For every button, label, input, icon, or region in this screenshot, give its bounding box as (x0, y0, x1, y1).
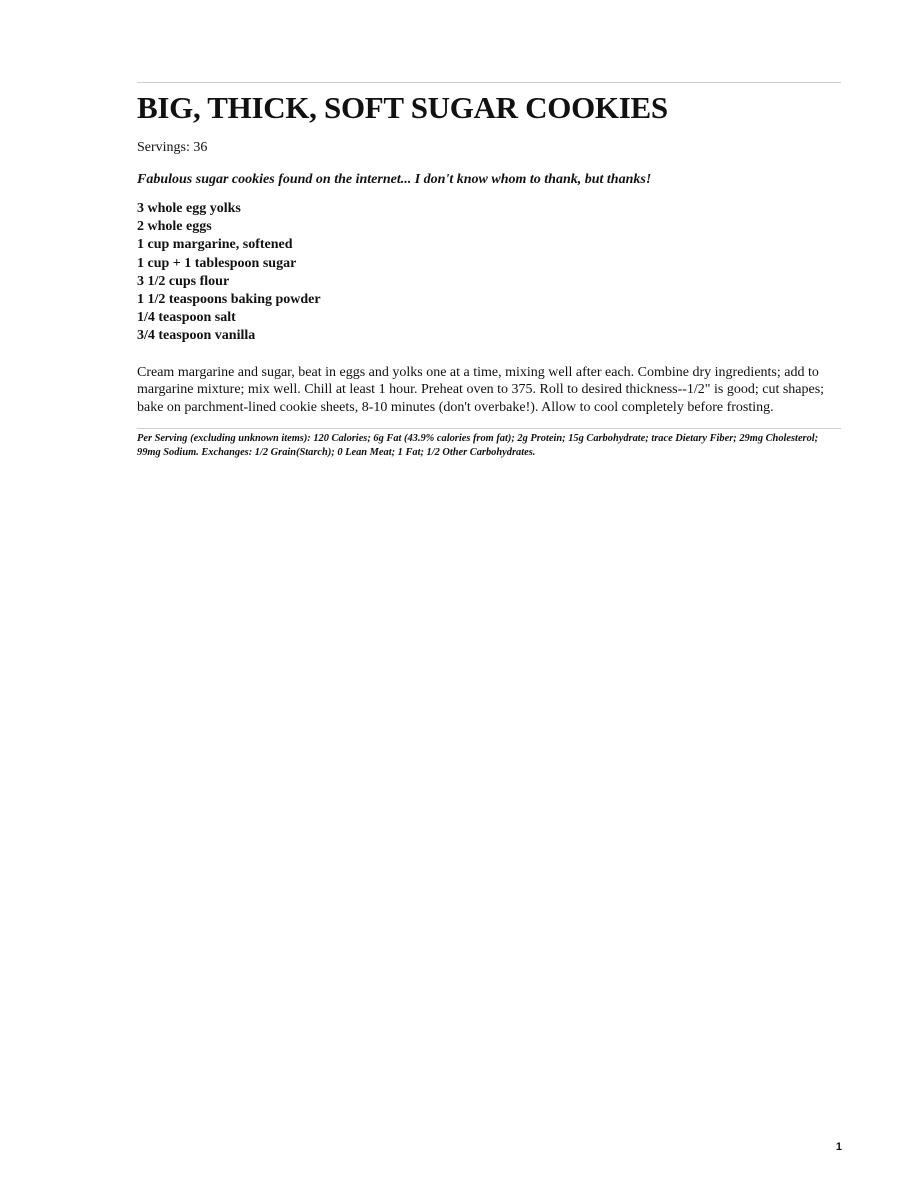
nutrition-info: Per Serving (excluding unknown items): 120 Calories; 6g Fat (43.9% calories from fat); 2g Protein; 15g Carbohydrate; trace Dietary Fiber; 29mg Cholesterol; 99mg Sodium. Exchanges: 1/2 Grain(Starch); 0 Lean Meat; 1 Fat; 1/2 Other Carbohydrates. (137, 433, 819, 458)
ingredient-item: 1 cup margarine, softened (137, 237, 293, 253)
ingredient-item: 3 1/2 cups flour (137, 273, 230, 289)
servings-text: Servings: 36 (137, 140, 208, 155)
ingredient-item: 1 cup + 1 tablespoon sugar (137, 255, 297, 271)
ingredient-item: 3 whole egg yolks (137, 201, 241, 216)
page-number: 1 (835, 1141, 842, 1153)
ingredient-list (137, 200, 841, 346)
top-divider (137, 82, 841, 83)
recipe-title: BIG, THICK, SOFT SUGAR COOKIES (137, 90, 668, 125)
nutrition-divider (137, 428, 841, 429)
recipe-page (137, 82, 841, 459)
ingredient-item: 1 1/2 teaspoons baking powder (137, 292, 321, 308)
ingredient-item: 3/4 teaspoon vanilla (137, 328, 256, 344)
ingredient-item: 2 whole eggs (137, 219, 212, 235)
ingredient-item: 1/4 teaspoon salt (137, 310, 236, 326)
recipe-intro: Fabulous sugar cookies found on the internet... I don't know whom to thank, but thanks! (137, 172, 652, 187)
recipe-directions: Cream margarine and sugar, beat in eggs and yolks one at a time, mixing well after each. Combine dry ingredients; add to margarine mixture; mix well. Chill at least 1 hour. Preheat oven to 375. Roll to desired thickness--1/2" is good; cut shapes; bake on parchment-lined cookie sheets, 8-10 minutes (don't overbake!). Allow to cool completely before frosting. (137, 364, 825, 415)
